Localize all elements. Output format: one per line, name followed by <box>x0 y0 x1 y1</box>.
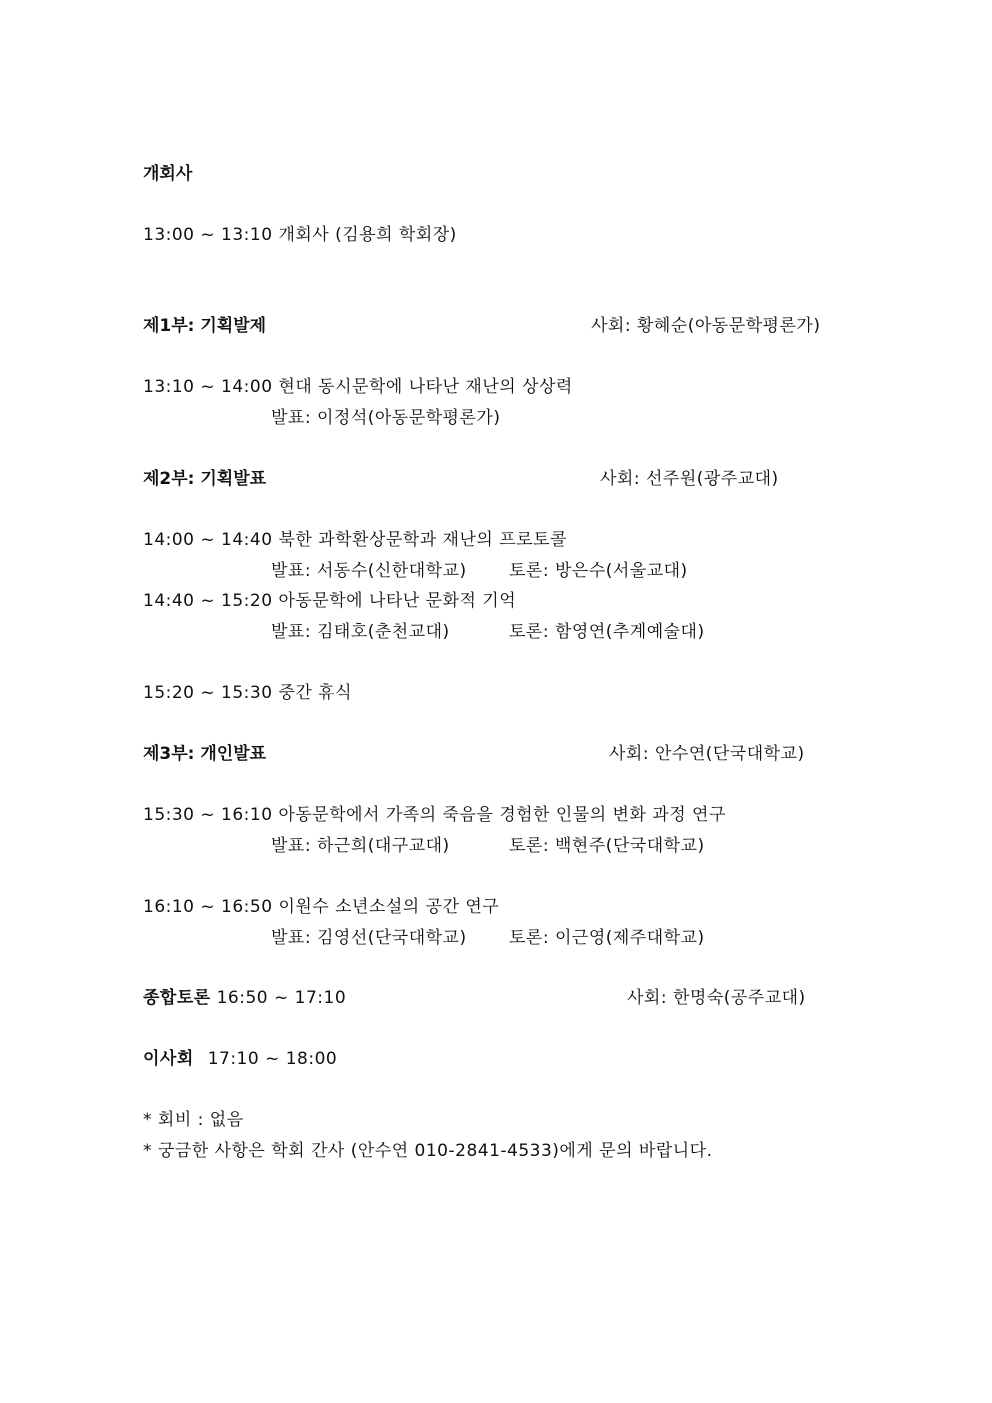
discussion-time: 16:50 ~ 17:10 <box>216 988 347 1008</box>
part2-moderator: 사회: 선주원(광주교대) <box>600 469 779 489</box>
part2-item2-title: 14:40 ~ 15:20 아동문학에 나타난 문화적 기억 <box>143 591 517 611</box>
part1-item1-presenter: 발표: 이정석(아동문학평론가) <box>271 408 501 428</box>
discussion-heading: 종합토론 <box>143 988 211 1008</box>
discussion-line <box>143 986 346 1010</box>
board-heading: 이사회 <box>143 1049 194 1069</box>
part2-item1-presenter: 발표: 서동수(신한대학교) <box>271 561 467 581</box>
part2-item2-presenter: 발표: 김태호(춘천교대) <box>271 622 450 642</box>
note-contact: * 궁금한 사항은 학회 간사 (안수연 010-2841-4533)에게 문의 바랍니다. <box>143 1141 713 1161</box>
part2-item2-discussant: 토론: 함영연(추계예술대) <box>509 622 705 642</box>
opening-line: 13:00 ~ 13:10 개회사 (김용희 학회장) <box>143 225 457 245</box>
part1-moderator: 사회: 황혜순(아동문학평론가) <box>591 316 821 336</box>
board-time: 17:10 ~ 18:00 <box>207 1049 338 1069</box>
part1-item1-title: 13:10 ~ 14:00 현대 동시문학에 나타난 재난의 상상력 <box>143 377 573 397</box>
part3-heading: 제3부: 개인발표 <box>143 744 267 764</box>
part3-item2-title: 16:10 ~ 16:50 이원수 소년소설의 공간 연구 <box>143 897 500 917</box>
part3-item1-presenter: 발표: 하근희(대구교대) <box>271 836 450 856</box>
note-fee: * 회비 : 없음 <box>143 1110 244 1130</box>
opening-heading: 개회사 <box>143 164 193 184</box>
break-line: 15:20 ~ 15:30 중간 휴식 <box>143 683 353 703</box>
part3-moderator: 사회: 안수연(단국대학교) <box>609 744 805 764</box>
part1-heading: 제1부: 기획발제 <box>143 316 267 336</box>
board-line <box>143 1047 337 1071</box>
part2-item1-title: 14:00 ~ 14:40 북한 과학환상문학과 재난의 프로토콜 <box>143 530 567 550</box>
part3-item2-presenter: 발표: 김영선(단국대학교) <box>271 928 467 948</box>
discussion-moderator: 사회: 한명숙(공주교대) <box>627 988 806 1008</box>
part3-item1-title: 15:30 ~ 16:10 아동문학에서 가족의 죽음을 경험한 인물의 변화 과정 연구 <box>143 805 726 825</box>
part2-heading: 제2부: 기획발표 <box>143 469 267 489</box>
part3-item1-discussant: 토론: 백현주(단국대학교) <box>509 836 705 856</box>
part3-item2-discussant: 토론: 이근영(제주대학교) <box>509 928 705 948</box>
part2-item1-discussant: 토론: 방은수(서울교대) <box>509 561 688 581</box>
